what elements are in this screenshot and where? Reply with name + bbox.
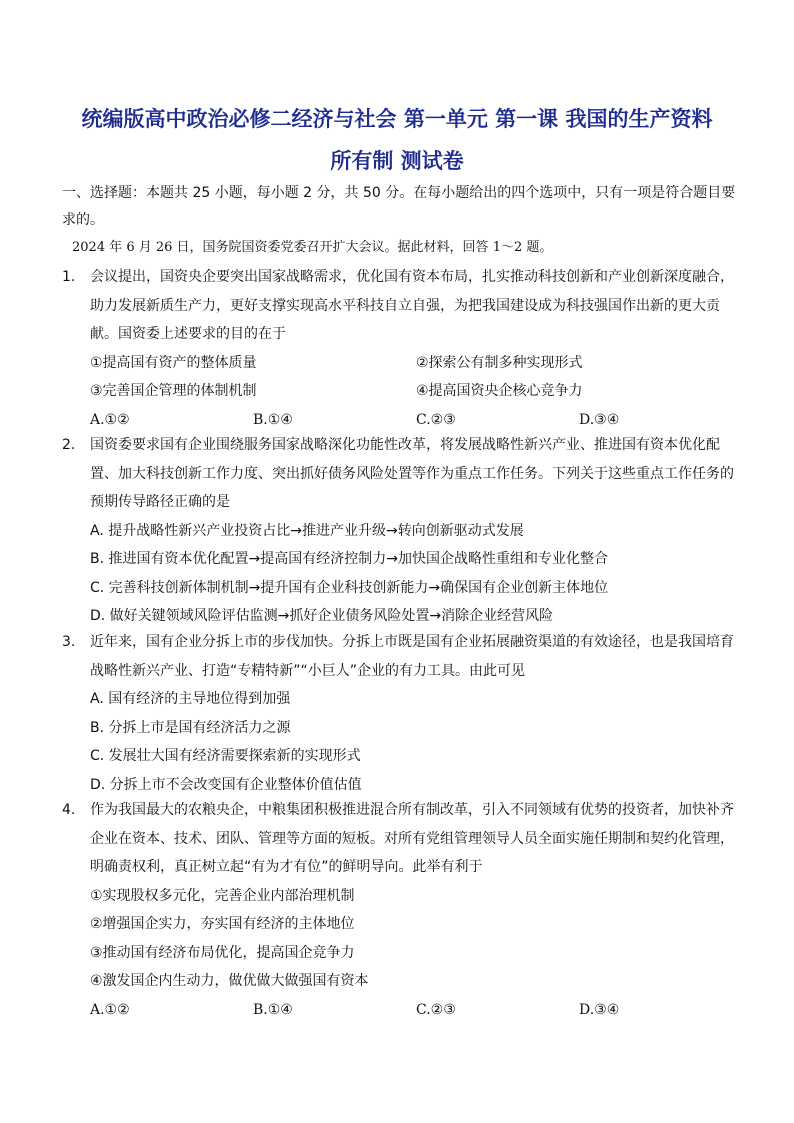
choice-c: C.②③ — [416, 411, 456, 428]
section-heading: 一、选择题：本题共 25 小题，每小题 2 分，共 50 分。在每小题给出的四个选项中，只有一项是符合题目要求的。 — [62, 185, 736, 228]
choice-d: D. 做好关键领域风险评估监测→抓好企业债务风险处置→消除企业经营风险 — [90, 608, 554, 624]
choice-d: D.③④ — [579, 1001, 620, 1018]
statement-1: ①提高国有资产的整体质量 — [90, 354, 257, 371]
statement-2: ②增强国企实力，夯实国有经济的主体地位 — [90, 916, 355, 932]
choice-a: A.①② — [90, 1001, 130, 1018]
choice-b: B.①④ — [253, 411, 293, 428]
choice-d: D.③④ — [579, 411, 620, 428]
choice-b: B. 分拆上市是国有经济活力之源 — [90, 719, 291, 736]
question-number: 1. — [62, 269, 76, 285]
choice-c: C. 发展壮大国有经济需要探索新的实现形式 — [90, 748, 361, 764]
question-4 — [62, 796, 742, 1024]
question-number: 4. — [62, 802, 76, 818]
statement-3: ③完善国企管理的体制机制 — [90, 383, 257, 399]
question-number: 3. — [62, 634, 76, 650]
exam-title-line2: 所有制 测试卷 — [330, 149, 464, 173]
choice-d: D. 分拆上市不会改变国有企业整体价值估值 — [90, 776, 362, 793]
question-1 — [62, 263, 742, 434]
question-stem: 作为我国最大的农粮央企，中粮集团积极推进混合所有制改革，引入不同领域有优势的投资者，加快补齐企业在资本、技术、团队、管理等方面的短板。对所有党组管理领导人员全面实施任期制和契约化管理，明确责权利，真正树立起“有为才有位”的鲜明导向。此举有利于 — [90, 802, 734, 875]
choice-b: B.①④ — [253, 1001, 293, 1018]
question-number: 2. — [62, 437, 76, 453]
question-stem: 近年来，国有企业分拆上市的步伐加快。分拆上市既是国有企业拓展融资渠道的有效途径，也是我国培育战略性新兴产业、打造“专精特新”“小巨人”企业的有力工具。由此可见 — [90, 634, 734, 679]
choice-a: A. 提升战略性新兴产业投资占比→推进产业升级→转向创新驱动式发展 — [90, 522, 524, 539]
statement-1: ①实现股权多元化，完善企业内部治理机制 — [90, 887, 355, 904]
choice-b: B. 推进国有资本优化配置→提高国有经济控制力→加快国企战略性重组和专业化整合 — [90, 551, 608, 567]
question-3 — [62, 628, 742, 799]
statement-4: ④提高国资央企核心竞争力 — [416, 383, 583, 399]
choice-c: C. 完善科技创新体制机制→提升国有企业科技创新能力→确保国有企业创新主体地位 — [90, 579, 609, 596]
statement-3: ③推动国有经济布局优化，提高国企竞争力 — [90, 944, 355, 961]
statement-4: ④激发国企内生动力，做优做大做强国有资本 — [90, 973, 369, 989]
question-stem: 会议提出，国资央企要突出国家战略需求，优化国有资本布局，扎实推动科技创新和产业创新深度融合，助力发展新质生产力，更好支撑实现高水平科技自立自强，为把我国建设成为科技强国作出新的更大贡献。国资委上述要求的目的在于 — [90, 269, 734, 342]
choice-a: A. 国有经济的主导地位得到加强 — [90, 691, 291, 707]
material-intro: 2024 年 6 月 26 日，国务院国资委党委召开扩大会议。据此材料，回答 1～2 题。 — [72, 240, 553, 255]
statement-2: ②探索公有制多种实现形式 — [416, 354, 583, 371]
choice-a: A.①② — [90, 411, 130, 428]
exam-title-line1: 统编版高中政治必修二经济与社会 第一单元 第一课 我国的生产资料 — [81, 107, 713, 131]
question-2 — [62, 431, 742, 631]
question-stem: 国资委要求国有企业围绕服务国家战略深化功能性改革，将发展战略性新兴产业、推进国有资本优化配置、加大科技创新工作力度、突出抓好债务风险处置等作为重点工作任务。下列关于这些重点工作任务的预期传导路径正确的是 — [90, 437, 734, 510]
choice-c: C.②③ — [416, 1001, 456, 1018]
